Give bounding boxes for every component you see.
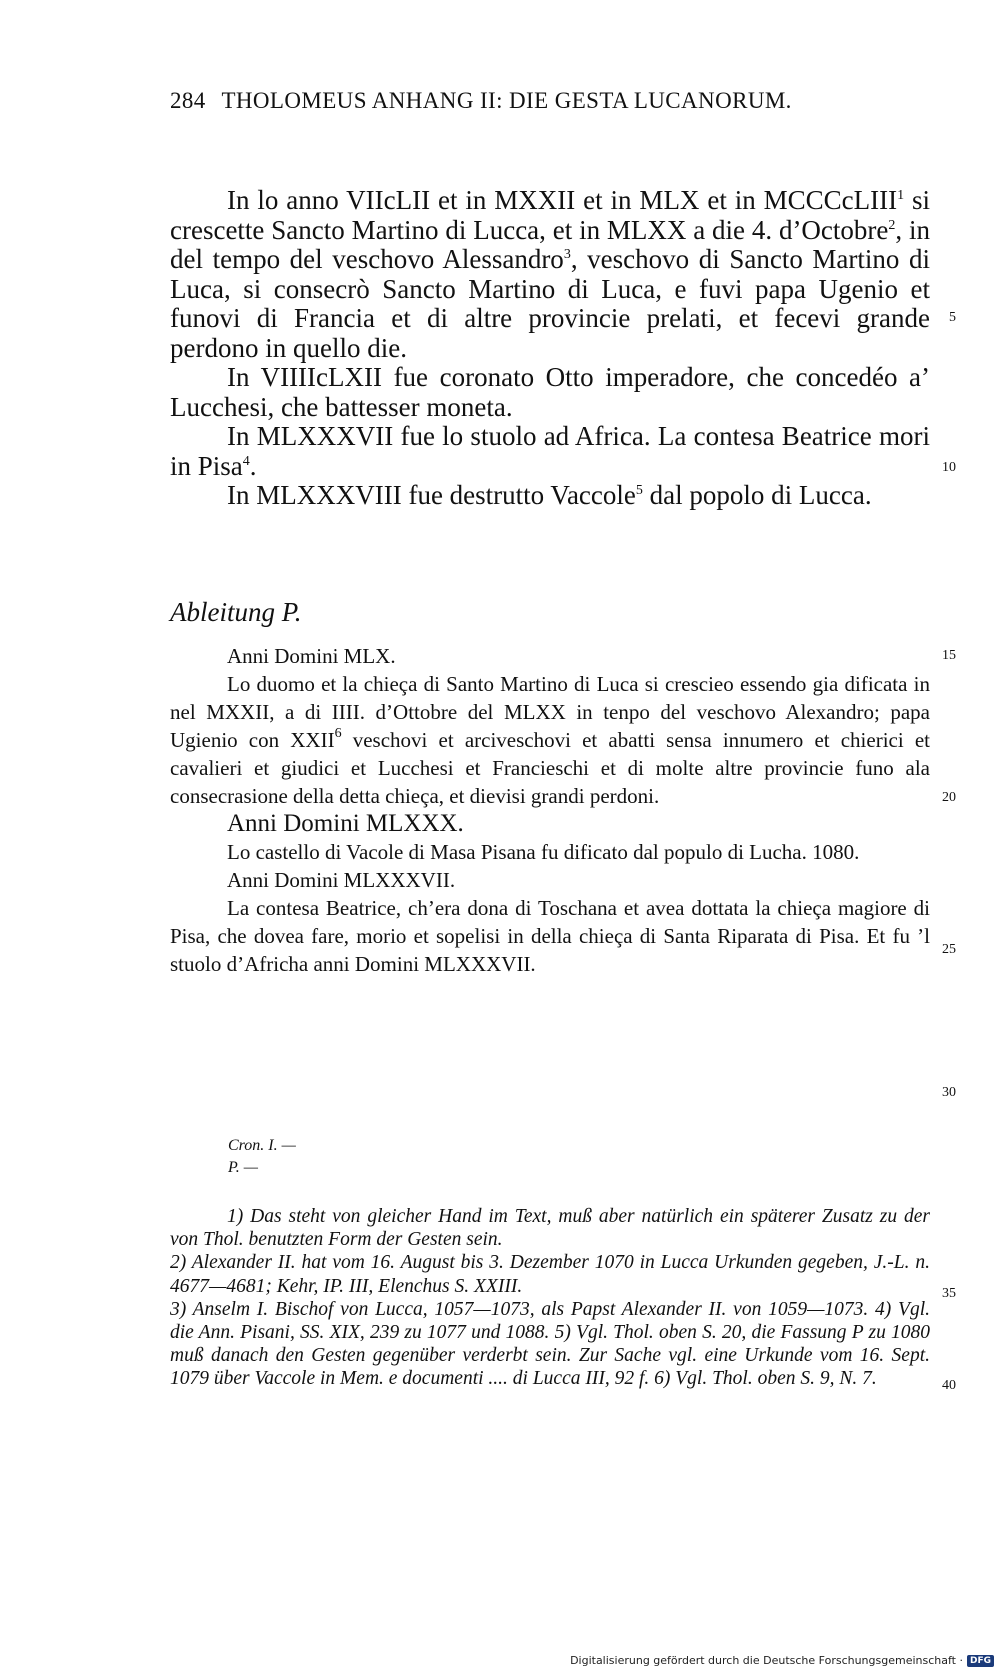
page-header [170,88,940,114]
year-line: Anni Domini MLXXX. [227,810,464,837]
footnote-ref-3: 3 [563,247,571,262]
line-number: 35 [942,1286,956,1301]
footnote-ref-1: 1 [897,188,905,203]
year-line: Anni Domini MLX. [227,644,396,668]
ableitung-text [170,642,930,978]
footnotes-3-to-6: 3) Anselm I. Bischof von Lucca, 1057—1073, als Papst Alexander II. von 1059—1073. 4) Vgl. die Ann. Pisani, SS. XIX, 239 zu 1077 und 1088. 5) Vgl. Thol. oben S. 20, die Fassung P zu 1080 muß danach den Gesten gegenüber verderbt sein. Zur Sache vgl. eine Urkunde vom 16. Sept. 1079 über Vaccole in Mem. e documenti .... di Lucca III, 92 f. 6) Vgl. Thol. oben S. 9, N. 7. [170,1298,930,1390]
footnotes [170,1205,930,1391]
line-number: 30 [942,1085,956,1100]
line-number: 5 [949,310,956,325]
footnote-ref-6: 6 [334,726,342,741]
section-title: Ableitung P. [170,597,302,627]
line-number: 40 [942,1378,956,1393]
page-number: 284 [170,88,206,113]
line-number: 25 [942,942,956,957]
footnote-ref-2: 2 [888,217,896,233]
text-segment: In MLXXXVIII fue destrutto Vaccole [227,480,636,510]
line-number: 15 [942,648,956,663]
paragraph-1 [170,186,930,363]
line-number: 10 [942,460,956,475]
ableitung-paragraph-3: La contesa Beatrice, ch’era dona di Toschana et avea dottata la chieça magiore di Pisa, che dovea fare, morio et sopelisi in della chieça di Santa Riparata di Pisa. Et fu ’l stuolo d’Africha anni Domini MLXXXVII. [170,896,930,976]
running-title: THOLOMEUS ANHANG II: DIE GESTA LUCANORUM. [221,88,792,113]
text-segment: , veschovo di Sancto Martino di Luca, si consecrò Sancto Martino di Luca, e fuvi papa Ugenio et funovi di Francia et di altre provincie prelati, et fecevi grande perdono in quello die. [170,244,930,363]
main-text [170,186,930,511]
footnote-ref-5: 5 [635,483,643,498]
footer [570,1654,994,1667]
text-segment: , in del tempo del veschovo Alessandro [170,214,930,274]
apparatus-line: P. — [228,1159,258,1176]
apparatus-line: Cron. I. — [228,1137,296,1154]
text-segment: Lo duomo et la chieça di Santo Martino di Luca si crescieo essendo gia dificata in nel MXXII, a di IIII. d’Ottobre del MLXX in tenpo del veschovo Alexandro; papa Ugienio con XXII [170,672,930,752]
paragraph-3 [170,422,930,481]
dfg-logo-icon: DFG [967,1655,994,1667]
text-segment: In lo anno VIIcLII et in MXXII et in MLX et in MCCCcLIII [227,185,898,215]
text-segment: veschovi et arciveschovi et abatti sensa innumero et chierici et cavalieri et giudici et Lucchesi et Francieschi et di molte altre provincie funo ala consecrasione della detta chieça, et dievisi grandi perdoni. [170,728,930,808]
ableitung-paragraph-1 [170,670,930,810]
ableitung-paragraph-2: Lo castello di Vacole di Masa Pisana fu dificato dal populo di Lucha. 1080. [227,840,860,864]
footer-text: Digitalisierung gefördert durch die Deutsche Forschungsgemeinschaft · [570,1654,963,1667]
critical-apparatus [228,1135,296,1179]
text-segment: si crescette Sancto Martino di Lucca, et in MLXX a die 4. d’Octobre [170,185,930,245]
text-segment: . [249,450,257,481]
year-line: Anni Domini MLXXXVII. [227,868,456,892]
footnote-2: 2) Alexander II. hat vom 16. August bis 3. Dezember 1070 in Lucca Urkunden gegeben, J.-L. n. 4677—4681; Kehr, IP. III, Elenchus S. XXIII. [170,1252,930,1297]
line-number: 20 [942,790,956,805]
text-segment: In MLXXXVII fue lo stuolo ad Africa. La contesa Beatrice mori in Pisa [170,421,930,481]
paragraph-2: In VIIIIcLXII fue coronato Otto imperadore, che concedéo a’ Lucchesi, che battesser moneta. [170,362,930,422]
paragraph-4 [170,481,930,511]
footnote-1: 1) Das steht von gleicher Hand im Text, muß aber natürlich ein späterer Zusatz zu der von Thol. benutzten Form der Gesten sein. [170,1206,930,1251]
text-segment: dal popolo di Lucca. [642,480,872,510]
footnote-ref-4: 4 [242,453,250,469]
